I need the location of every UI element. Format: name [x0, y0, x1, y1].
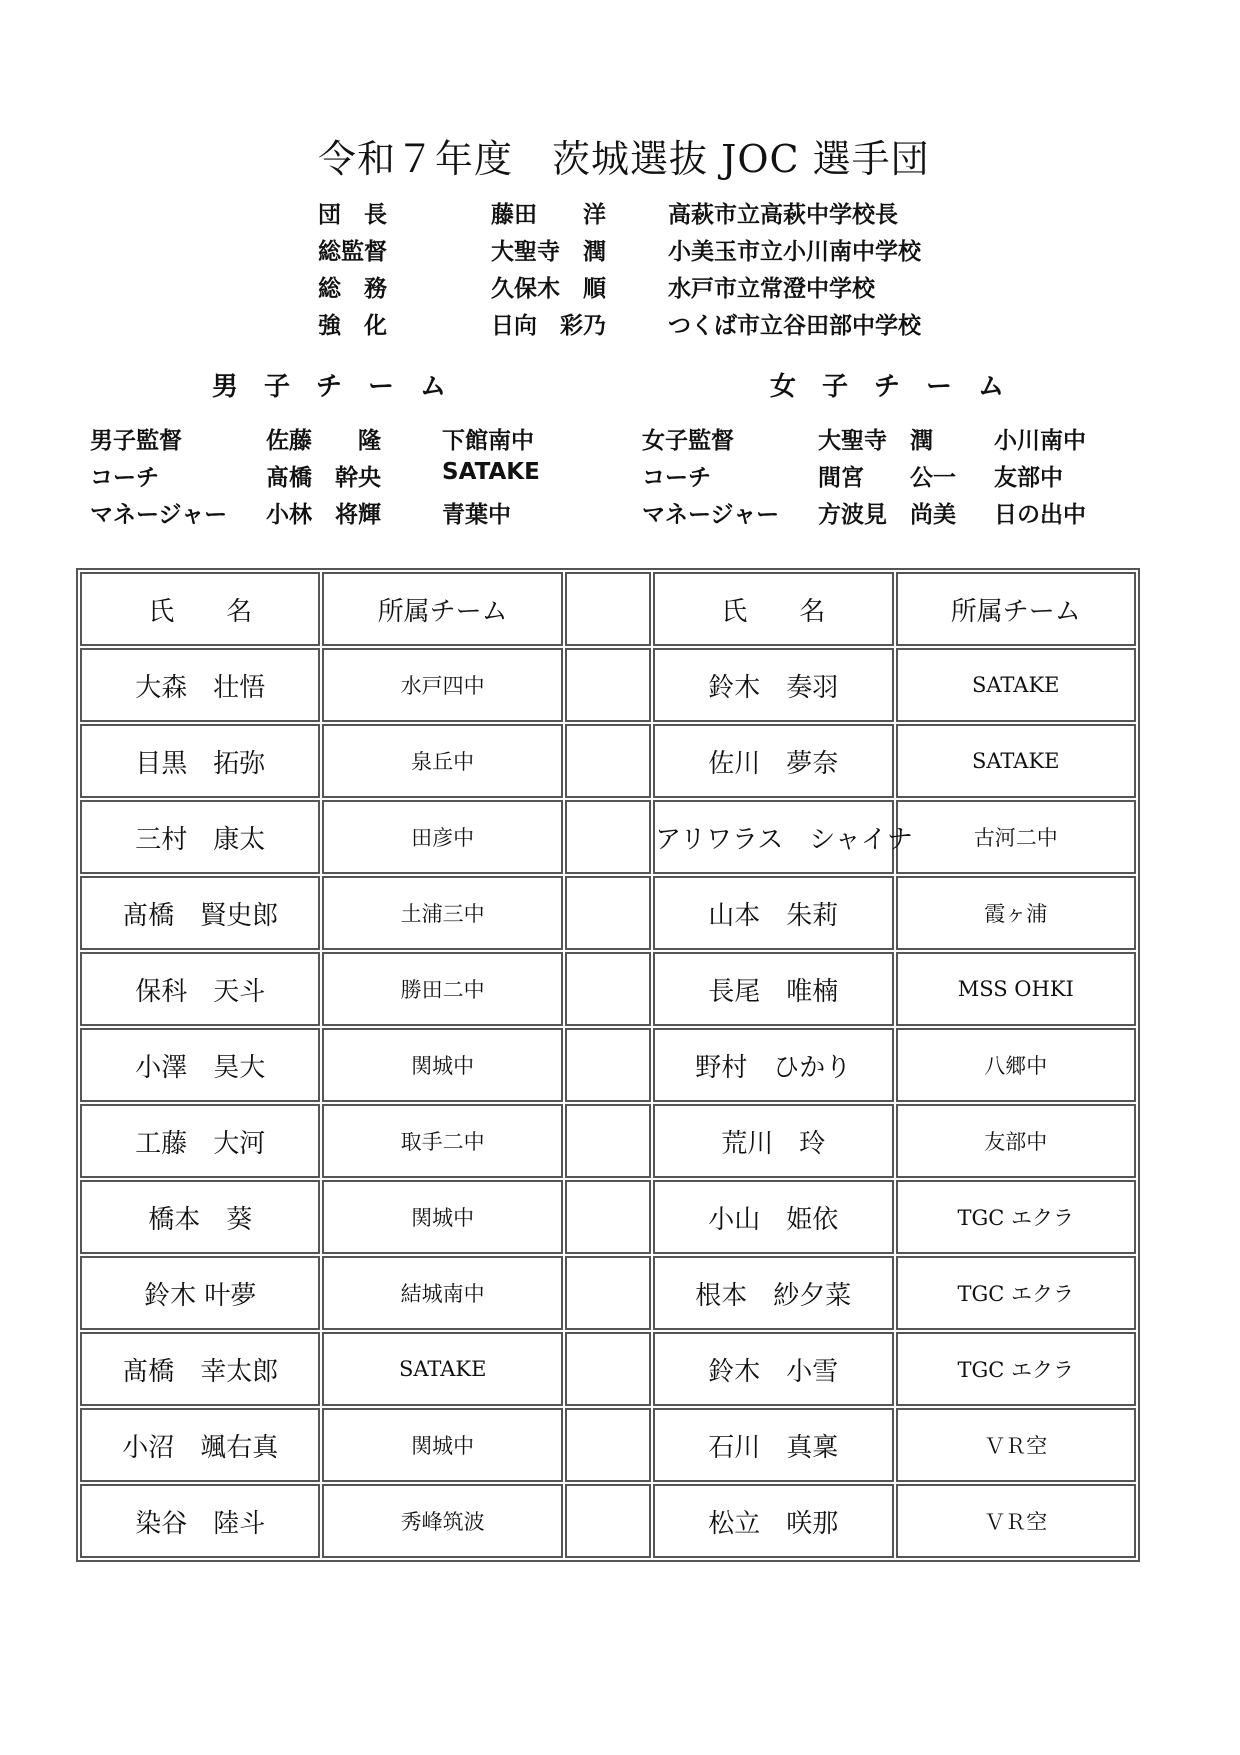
girl-team-cell: ＶＲ空: [896, 1484, 1136, 1558]
girl-team-cell: 友部中: [896, 1104, 1136, 1178]
official-row: [318, 307, 1018, 344]
girl-team-cell: SATAKE: [896, 648, 1136, 722]
staff-name: 大聖寺 潤: [818, 428, 933, 454]
girl-team-cell: MSS OHKI: [896, 952, 1136, 1026]
staff-affiliation: SATAKE: [442, 459, 540, 485]
spacer-cell: [565, 1028, 651, 1102]
girls-staff-list: [642, 422, 1162, 533]
spacer-cell: [565, 1484, 651, 1558]
official-affiliation: 小美玉市立小川南中学校: [668, 239, 921, 265]
boy-name-cell: 小澤 昊大: [80, 1028, 320, 1102]
official-affiliation: 水戸市立常澄中学校: [668, 276, 875, 302]
spacer-cell: [565, 1104, 651, 1178]
table-header-row: [80, 572, 1136, 646]
girl-name-cell: 山本 朱莉: [653, 876, 893, 950]
girl-team-cell: TGC エクラ: [896, 1180, 1136, 1254]
staff-row: [90, 496, 610, 533]
official-role: 強 化: [318, 313, 387, 339]
staff-row: [642, 422, 1162, 459]
boy-team-cell: 水戸四中: [322, 648, 562, 722]
girl-name-cell: 鈴木 奏羽: [653, 648, 893, 722]
boy-name-cell: 鈴木 叶夢: [80, 1256, 320, 1330]
header-spacer: [565, 572, 651, 646]
staff-role: 女子監督: [642, 428, 734, 454]
staff-name: 小林 将輝: [266, 502, 381, 528]
spacer-cell: [565, 1256, 651, 1330]
boy-team-cell: 関城中: [322, 1408, 562, 1482]
boy-name-cell: 髙橋 幸太郎: [80, 1332, 320, 1406]
girl-name-cell: 根本 紗夕菜: [653, 1256, 893, 1330]
header-boy-name: 氏 名: [80, 572, 320, 646]
boy-team-cell: 泉丘中: [322, 724, 562, 798]
staff-role: 男子監督: [90, 428, 182, 454]
staff-row: [90, 422, 610, 459]
staff-row: [90, 459, 610, 496]
official-row: [318, 233, 1018, 270]
table-row: [80, 1180, 1136, 1254]
staff-affiliation: 青葉中: [442, 502, 511, 528]
spacer-cell: [565, 724, 651, 798]
girl-team-cell: SATAKE: [896, 724, 1136, 798]
boy-team-cell: 結城南中: [322, 1256, 562, 1330]
staff-role: マネージャー: [642, 502, 780, 528]
official-affiliation: 高萩市立高萩中学校長: [668, 202, 898, 228]
girl-team-cell: TGC エクラ: [896, 1332, 1136, 1406]
girl-name-cell: 松立 咲那: [653, 1484, 893, 1558]
girl-team-cell: TGC エクラ: [896, 1256, 1136, 1330]
staff-role: コーチ: [90, 465, 159, 491]
girl-team-cell: 古河二中: [896, 800, 1136, 874]
boy-team-cell: SATAKE: [322, 1332, 562, 1406]
girl-team-cell: 八郷中: [896, 1028, 1136, 1102]
boy-name-cell: 大森 壮悟: [80, 648, 320, 722]
table-row: [80, 952, 1136, 1026]
header-girl-team: 所属チーム: [896, 572, 1136, 646]
girl-name-cell: 小山 姫依: [653, 1180, 893, 1254]
official-role: 総監督: [318, 239, 387, 265]
boy-team-cell: 田彦中: [322, 800, 562, 874]
official-name: 日向 彩乃: [491, 313, 606, 339]
table-row: [80, 1484, 1136, 1558]
staff-affiliation: 友部中: [994, 465, 1063, 491]
header-girl-name: 氏 名: [653, 572, 893, 646]
boys-staff-list: [90, 422, 610, 533]
girl-name-cell: アリワラス シャイナ: [653, 800, 893, 874]
boy-name-cell: 髙橋 賢史郎: [80, 876, 320, 950]
staff-role: マネージャー: [90, 502, 228, 528]
official-role: 団 長: [318, 202, 387, 228]
staff-affiliation: 下館南中: [442, 428, 534, 454]
table-row: [80, 724, 1136, 798]
boy-name-cell: 染谷 陸斗: [80, 1484, 320, 1558]
official-row: [318, 270, 1018, 307]
roster-table: [76, 568, 1140, 1562]
spacer-cell: [565, 800, 651, 874]
table-row: [80, 1256, 1136, 1330]
table-row: [80, 800, 1136, 874]
official-row: [318, 196, 1018, 233]
boy-name-cell: 橋本 葵: [80, 1180, 320, 1254]
boy-team-cell: 勝田二中: [322, 952, 562, 1026]
girl-name-cell: 長尾 唯楠: [653, 952, 893, 1026]
officials-list: [318, 196, 1018, 344]
staff-name: 佐藤 隆: [266, 428, 381, 454]
boy-name-cell: 小沼 颯右真: [80, 1408, 320, 1482]
girl-team-cell: ＶＲ空: [896, 1408, 1136, 1482]
spacer-cell: [565, 648, 651, 722]
boy-name-cell: 目黒 拓弥: [80, 724, 320, 798]
girl-name-cell: 石川 真稟: [653, 1408, 893, 1482]
boys-team-title: 男 子 チ ー ム: [212, 372, 447, 402]
table-row: [80, 1332, 1136, 1406]
official-name: 藤田 洋: [491, 202, 606, 228]
staff-name: 方波見 尚美: [818, 502, 956, 528]
header-boy-team: 所属チーム: [322, 572, 562, 646]
official-name: 大聖寺 潤: [491, 239, 606, 265]
boy-team-cell: 土浦三中: [322, 876, 562, 950]
page-title: 令和７年度 茨城選抜 JOC 選手団: [318, 137, 930, 181]
staff-name: 髙橋 幹央: [266, 465, 381, 491]
girl-name-cell: 鈴木 小雪: [653, 1332, 893, 1406]
boy-team-cell: 関城中: [322, 1028, 562, 1102]
girl-team-cell: 霞ヶ浦: [896, 876, 1136, 950]
official-affiliation: つくば市立谷田部中学校: [668, 313, 921, 339]
staff-row: [642, 496, 1162, 533]
boy-name-cell: 三村 康太: [80, 800, 320, 874]
boy-team-cell: 取手二中: [322, 1104, 562, 1178]
table-row: [80, 1028, 1136, 1102]
spacer-cell: [565, 1180, 651, 1254]
spacer-cell: [565, 952, 651, 1026]
girl-name-cell: 荒川 玲: [653, 1104, 893, 1178]
girl-name-cell: 野村 ひかり: [653, 1028, 893, 1102]
spacer-cell: [565, 1332, 651, 1406]
girls-team-title: 女 子 チ ー ム: [770, 372, 1005, 402]
staff-name: 間宮 公一: [818, 465, 956, 491]
official-name: 久保木 順: [491, 276, 606, 302]
girl-name-cell: 佐川 夢奈: [653, 724, 893, 798]
official-role: 総 務: [318, 276, 387, 302]
staff-role: コーチ: [642, 465, 711, 491]
staff-row: [642, 459, 1162, 496]
table-row: [80, 648, 1136, 722]
boy-name-cell: 保科 天斗: [80, 952, 320, 1026]
spacer-cell: [565, 1408, 651, 1482]
table-row: [80, 1408, 1136, 1482]
spacer-cell: [565, 876, 651, 950]
boy-team-cell: 秀峰筑波: [322, 1484, 562, 1558]
table-row: [80, 876, 1136, 950]
staff-affiliation: 小川南中: [994, 428, 1086, 454]
boy-team-cell: 関城中: [322, 1180, 562, 1254]
table-row: [80, 1104, 1136, 1178]
boy-name-cell: 工藤 大河: [80, 1104, 320, 1178]
staff-affiliation: 日の出中: [994, 502, 1086, 528]
